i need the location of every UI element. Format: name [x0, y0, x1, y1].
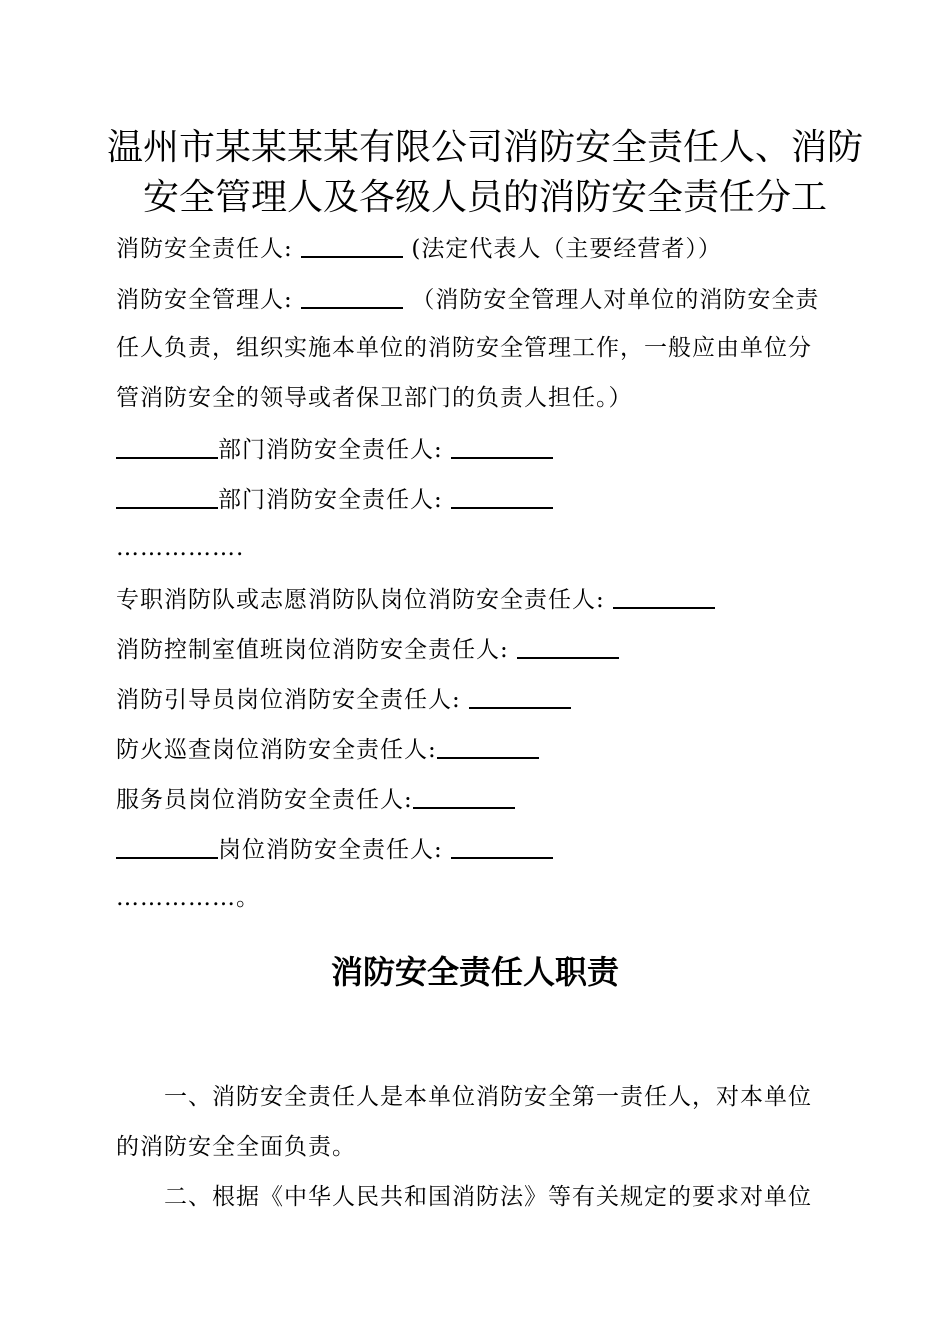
guide-blank	[469, 683, 571, 709]
paragraph-2-line-1: 二、根据《中华人民共和国消防法》等有关规定的要求对单位	[164, 1184, 812, 1210]
dept-person-blank-1	[451, 433, 553, 459]
control-room-label: 消防控制室值班岗位消防安全责任人:	[116, 637, 509, 663]
dept-name-blank-2	[116, 483, 218, 509]
responsible-person-label: 消防安全责任人:	[116, 236, 293, 262]
fire-brigade-blank	[613, 583, 715, 609]
manager-note-1: （消防安全管理人对单位的消防安全责	[411, 287, 820, 313]
ellipsis-2: ……………。	[116, 885, 260, 911]
document-title-line-1: 温州市某某某某有限公司消防安全责任人、消防	[106, 127, 863, 168]
control-room-blank	[517, 633, 619, 659]
dept-line-1	[116, 433, 553, 465]
service-blank	[413, 783, 515, 809]
paragraph-1-line-1: 一、消防安全责任人是本单位消防安全第一责任人，对本单位	[164, 1084, 812, 1110]
guide-label: 消防引导员岗位消防安全责任人:	[116, 687, 461, 713]
patrol-blank	[437, 733, 539, 759]
section-heading: 消防安全责任人职责	[330, 953, 619, 991]
dept-person-blank-2	[451, 483, 553, 509]
post-person-blank	[451, 833, 553, 859]
post-label: 岗位消防安全责任人:	[218, 837, 443, 863]
patrol-line	[116, 733, 539, 765]
fire-brigade-line	[116, 583, 715, 615]
post-name-blank	[116, 833, 218, 859]
guide-line	[116, 683, 571, 715]
responsible-person-note: (法定代表人（主要经营者））	[411, 236, 722, 262]
responsible-person-blank	[301, 232, 403, 258]
control-room-line	[116, 633, 619, 665]
ellipsis-1: …………….	[116, 535, 245, 561]
paragraph-1-line-2: 的消防安全全面负责。	[116, 1134, 356, 1160]
manager-line	[116, 283, 819, 315]
manager-note-3: 管消防安全的领导或者保卫部门的负责人担任。）	[116, 385, 633, 411]
service-line	[116, 783, 515, 815]
dept-line-2	[116, 483, 553, 515]
manager-note-2: 任人负责，组织实施本单位的消防安全管理工作，一般应由单位分	[116, 335, 812, 361]
fire-brigade-label: 专职消防队或志愿消防队岗位消防安全责任人:	[116, 587, 605, 613]
post-line	[116, 833, 553, 865]
document-title-line-2: 安全管理人及各级人员的消防安全责任分工	[142, 177, 827, 218]
service-label: 服务员岗位消防安全责任人:	[116, 787, 413, 813]
manager-blank	[301, 283, 403, 309]
dept-label-2: 部门消防安全责任人:	[218, 487, 443, 513]
patrol-label: 防火巡查岗位消防安全责任人:	[116, 737, 437, 763]
manager-label: 消防安全管理人:	[116, 287, 293, 313]
responsible-person-line	[116, 232, 722, 264]
dept-label-1: 部门消防安全责任人:	[218, 437, 443, 463]
dept-name-blank-1	[116, 433, 218, 459]
